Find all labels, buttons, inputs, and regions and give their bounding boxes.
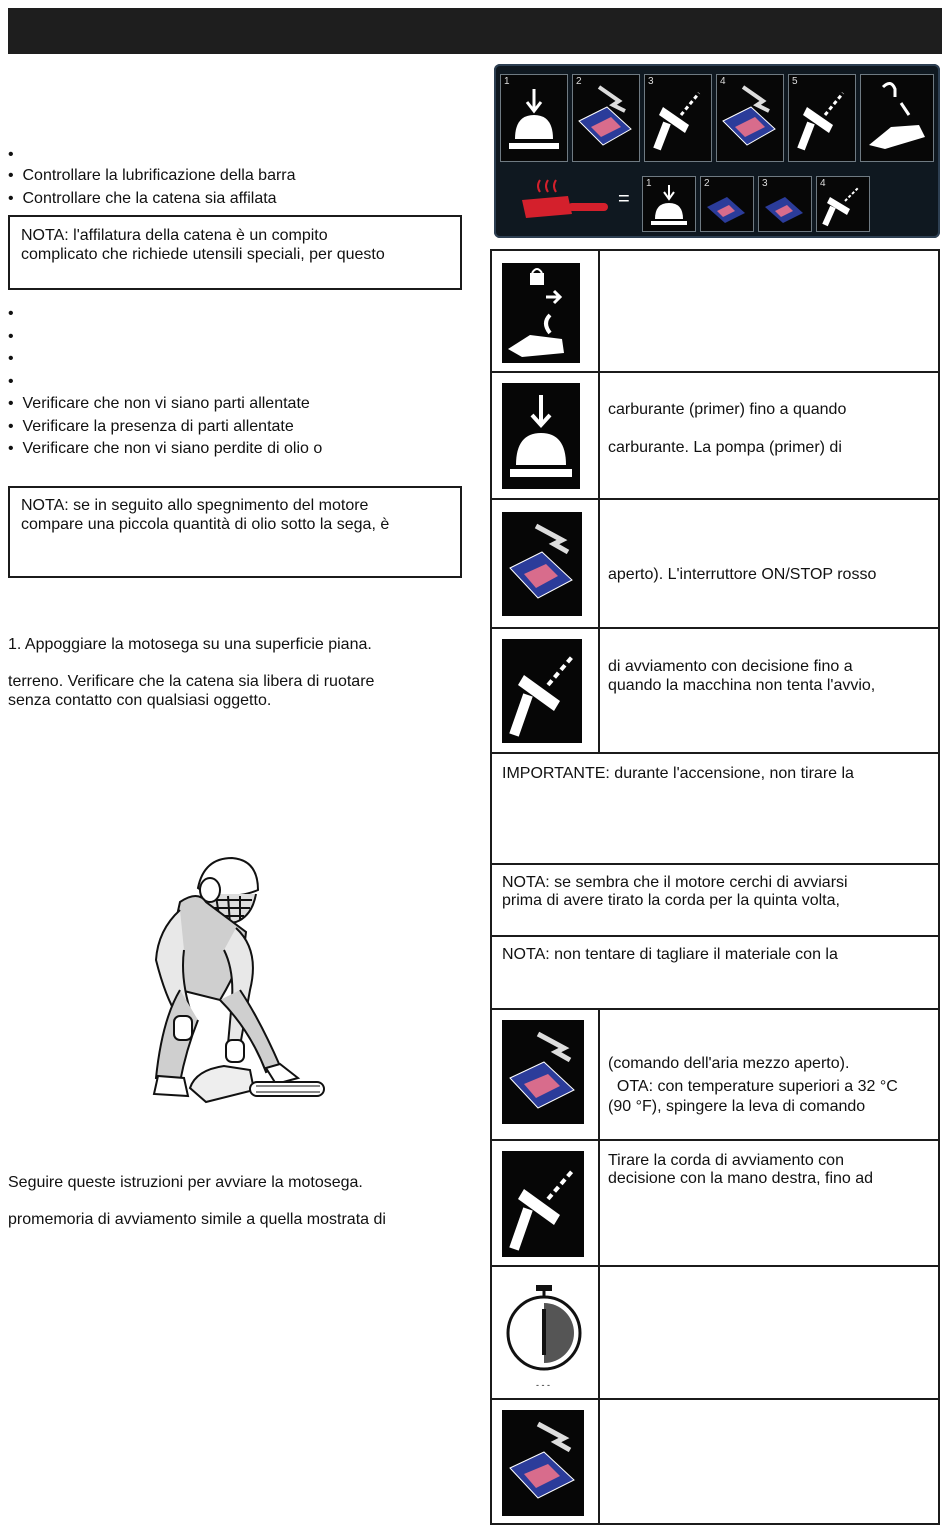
stopwatch-icon [504,1283,586,1389]
bullet-item: • [8,373,23,390]
row-text: carburante. La pompa (primer) di [608,439,842,456]
note-line: NOTA: se in seguito allo spegnimento del motore [21,497,369,514]
step-cell-pull: 4 [816,176,870,232]
table-row-choke-final [490,1398,940,1525]
brake-lock-icon [502,263,580,363]
row-text: di avviamento con decisione fino a [608,658,853,675]
step-cell-choke-half: 3 [758,176,812,232]
bullet-item: • [8,146,23,163]
operator-chainsaw-illustration [140,850,330,1110]
bullet-item: • Verificare la presenza di parti allentate [8,418,294,435]
note-line: complicato che richiede utensili speciali, per questo [21,246,385,263]
choke-lever-icon [573,75,639,161]
bullet-item: • [8,350,23,367]
step-text-line: terreno. Verificare che la catena sia libera di ruotare [8,673,375,690]
bullet-item: • [8,328,23,345]
table-row-pull [490,627,940,754]
bullet-item: • Controllare che la catena sia affilata [8,190,277,207]
choke-lever-icon [502,1020,584,1124]
row-text: (90 °F), spingere la leva di comando [608,1098,866,1115]
step-cell-choke: 4 [716,74,784,162]
pull-cord-icon [645,75,711,161]
step-cell-primer: 1 [642,176,696,232]
pull-cord-icon [502,639,582,743]
step-cell-choke: 2 [572,74,640,162]
note-line: prima di avere tirato la corda per la quinta volta, [502,892,840,909]
note-line: NOTA: l'affilatura della catena è un compito [21,227,328,244]
row-text: Tirare la corda di avviamento con [608,1152,844,1169]
start-instructions: Seguire queste istruzioni per avviare la motosega. [8,1174,363,1191]
step-cell-pull: 5 [788,74,856,162]
important-box [490,752,940,865]
bullet-item: • Controllare la lubrificazione della barra [8,167,296,184]
choke-lever-icon [502,512,582,616]
important-text: IMPORTANTE: durante l'accensione, non tirare la [502,765,854,782]
table-row-wait [490,1265,940,1400]
stopwatch-label: - - - [536,1380,550,1390]
row-text: (comando dell'aria mezzo aperto). [608,1055,850,1072]
bullet-item: • Verificare che non vi siano parti allentate [8,395,310,412]
note-box-b [490,935,940,1010]
header-bar [8,8,942,54]
step-1: 1. Appoggiare la motosega su una superficie piana. [8,636,372,653]
chain-brake-icon [861,75,933,161]
choke-lever-icon [717,75,783,161]
step-cell-choke: 2 [700,176,754,232]
primer-bulb-icon [501,75,567,161]
row-text: carburante (primer) fino a quando [608,401,847,418]
row-text: decisione con la mano destra, fino ad [608,1170,874,1187]
step-text-line: senza contatto con qualsiasi oggetto. [8,692,272,709]
step-cell-pull: 3 [644,74,712,162]
hot-engine-chainsaw-icon [512,176,612,226]
equals-sign: = [618,188,630,210]
note-sharpening [8,215,462,290]
reminder-text: promemoria di avviamento simile a quella mostrata di [8,1211,386,1228]
pull-cord-icon [789,75,855,161]
step-cell-brake [860,74,934,162]
bullet-item: • [8,305,23,322]
row-text: quando la macchina non tenta l'avvio, [608,677,876,694]
bullet-item: • Verificare che non vi siano perdite di olio o [8,440,323,457]
choke-lever-icon [502,1410,584,1516]
table-row-half-choke [490,1008,940,1141]
table-row-choke [490,498,940,629]
table-row-primer [490,371,940,500]
table-row-brake [490,249,940,373]
note-line: compare una piccola quantità di olio sotto la sega, è [21,516,390,533]
step-cell-primer: 1 [500,74,568,162]
note-line: NOTA: non tentare di tagliare il materiale con la [502,946,838,963]
primer-bulb-icon [502,383,580,489]
row-text: OTA: con temperature superiori a 32 °C [616,1078,898,1095]
note-oil [8,486,462,578]
note-box-a [490,863,940,937]
pull-cord-icon [502,1151,584,1257]
table-row-pull-right-hand [490,1139,940,1267]
row-text: aperto). L'interruttore ON/STOP rosso [608,566,877,583]
starting-steps-strip [494,64,940,238]
note-line: NOTA: se sembra che il motore cerchi di avviarsi [502,874,848,891]
